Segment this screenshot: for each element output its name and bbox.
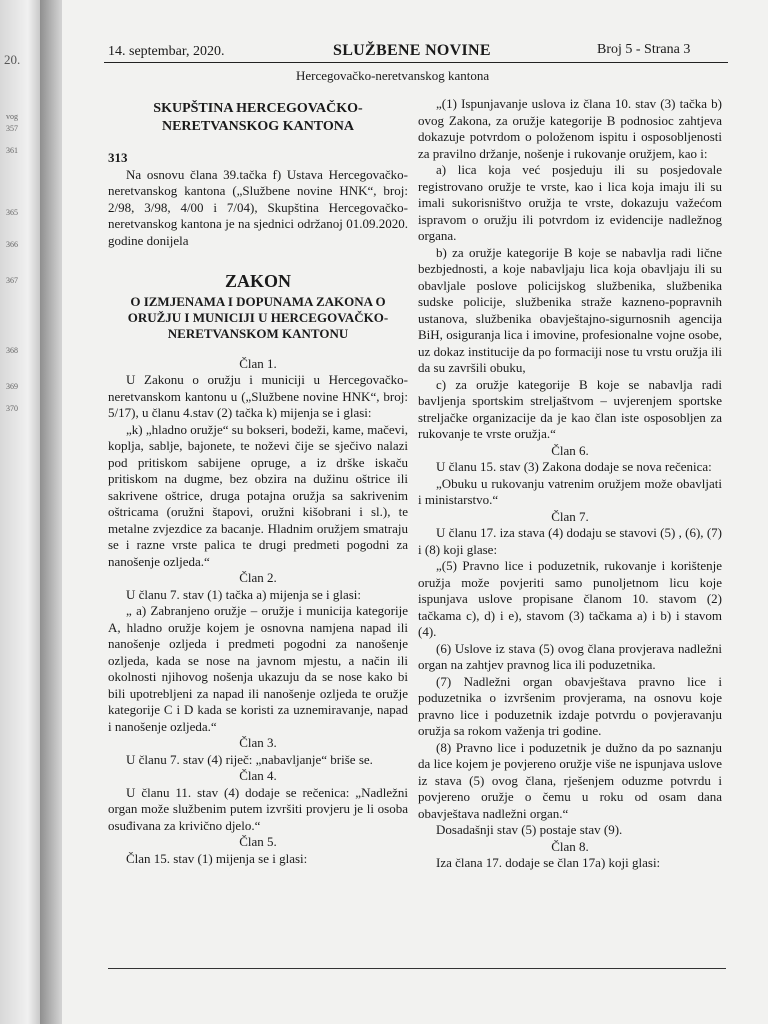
article-paragraph: U članu 15. stav (3) Zakona dodaje se nova rečenica: [436, 459, 712, 474]
header-title: SLUŽBENE NOVINE [333, 42, 491, 59]
header-date: 14. septembar, 2020. [108, 44, 225, 59]
article-7-title: Član 7. [551, 508, 589, 524]
article-paragraph: Član 15. stav (1) mijenja se i glasi: [126, 850, 308, 866]
margin-mark: vog [6, 112, 18, 121]
article-paragraph: „Obuku u rukovanju vatrenim oružjem može obavljati i ministarstvo.“ [418, 475, 722, 507]
margin-mark: 368 [6, 346, 18, 355]
header-issue: Broj 5 - Strana 3 [597, 42, 691, 57]
article-4-title: Član 4. [239, 768, 277, 783]
law-title: ZAKON [224, 271, 291, 291]
margin-mark: 370 [6, 404, 18, 413]
left-column [108, 100, 408, 867]
adjacent-page-number: 20. [4, 52, 21, 67]
article-paragraph: a) lica koja već posjeduju ili su posjedovale registrovano oružje te vrste, kao i lica koja imaju ili su imali sukorisništvo oružja te vrste, dokazuju važećom ispravom o oružju ili potvrdom iz evidencije nadležnog organa. [418, 162, 722, 243]
article-paragraph: (7) Nadležni organ obavještava pravno lice i poduzetnika o izvršenim provjerama, na osnovu koje pravno lice i poduzetnik izdaje potvrdu o povjeravanju oružja sa rokom važenja tri godine. [418, 673, 722, 738]
article-paragraph: U članu 11. stav (4) dodaje se rečenica: „Nadležni organ može službenim putem izvršiti provjeru je li osoba osuđivana za krivično djelo.“ [108, 784, 408, 833]
act-number: 313 [108, 150, 128, 165]
article-paragraph: b) za oružje kategorije B koje se nabavlja radi lične bezbjednosti, a koje nabavljaju lica koja obavljaju ili su obavljale poslove policijskog službenika, službenika sudske policije, službenika straže kazneno-popravnih ustanova, službenika obavještajno-sigurnosnih agencija BiH, osiguranja lica i imovine, profesionalne vojne osobe, uz dokaz institucije da po formaciji nose tu vrstu oružja ili da su završili obuku, [418, 244, 722, 375]
right-column [418, 96, 722, 872]
article-1-title: Član 1. [239, 355, 277, 371]
article-8-title: Član 8. [551, 838, 589, 854]
margin-mark: 366 [6, 240, 18, 249]
footer-rule [108, 968, 726, 969]
assembly-heading: SKUPŠTINA HERCEGOVAČKO-NERETVANSKOG KANTONA [153, 101, 363, 134]
article-5-title: Član 5. [239, 834, 277, 849]
margin-mark: 367 [6, 276, 18, 285]
article-3-title: Član 3. [239, 735, 277, 750]
article-2-title: Član 2. [239, 570, 277, 585]
article-paragraph: U Zakonu o oružju i municiji u Hercegovačko-neretvanskom kantonu u („Službene novine HNK“, broj: 5/17), u članu 4.stav (2) tačka k) mijenja se i glasi: [108, 372, 408, 420]
article-paragraph: U članu 7. stav (4) riječ: „nabavljanje“ briše se. [126, 751, 373, 767]
adjacent-page-edge [0, 0, 40, 1024]
article-paragraph: „(1) Ispunjavanje uslova iz člana 10. stav (3) tačka b) ovog Zakona, za oružje kategorije B podnosioc zahtjeva dokazuje potvrdom o položenom ispitu i osposobljenosti za pravilno držanje, nošenje i rukovanje oružjem, kao i: [418, 96, 722, 161]
article-6-title: Član 6. [551, 442, 589, 458]
margin-mark: 365 [6, 208, 18, 217]
article-paragraph: Dosadašnji stav (5) postaje stav (9). [436, 822, 623, 837]
margin-mark: 357 [6, 124, 18, 133]
margin-mark: 369 [6, 382, 18, 391]
margin-mark: 361 [6, 146, 18, 155]
article-paragraph: (8) Pravno lice i poduzetnik je dužno da po saznanju da lice kojem je povjereno oružje više ne ispunjava uslove iz stava (5) ovog člana, rješenjem oduzme potvrdu i povjereno oružje o čemu u roku od osam dana obavještava nadležni organ.“ [418, 739, 722, 821]
article-paragraph: U članu 17. iza stava (4) dodaju se stavovi (5) , (6), (7) i (8) koji glase: [418, 525, 722, 557]
law-subtitle: O IZMJENAMA I DOPUNAMA ZAKONA O ORUŽJU I MUNICIJI U HERCEGOVAČKO-NERETVANSKOM KANTONU [127, 293, 389, 341]
article-paragraph: U članu 7. stav (1) tačka a) mijenja se i glasi: [126, 586, 362, 602]
header-subtitle: Hercegovačko-neretvanskog kantona [296, 68, 490, 83]
header-rule [104, 62, 728, 63]
article-paragraph: „ a) Zabranjeno oružje – oružje i municija kategorije A, hladno oružje kojem je osnovna namjena napad ili nanošenje ozljeda i predmeti pogodni za nanošenje ozljeda, kada se nose na javnom mjestu, a način ili okolnosti njihovog nošenja ukazuju da se nose kako bi bili upotrebljeni za napad ili nanošenje ozljeda te oružje kategorije C i D kada se koristi za uznemiravanje, napad i nanošenje ozljeda.“ [108, 603, 408, 734]
article-paragraph: Iza člana 17. dodaje se član 17a) koji glasi: [436, 855, 661, 870]
intro-paragraph: Na osnovu člana 39.tačka f) Ustava Hercegovačko-neretvanskog kantona („Službene novine HNK“, broj: 2/98, 3/98, 4/00 i 7/04), Skupština Hercegovačko-neretvanskog kantona je na sjednici održanoj 01.09.2020. godine donijela [108, 166, 408, 248]
article-paragraph: (6) Uslove iz stava (5) ovog člana provjerava nadležni organ na zahtjev pravnog lica ili poduzetnika. [418, 640, 722, 672]
article-paragraph: c) za oružje kategorije B koje se nabavlja radi bavljenja sportskim streljaštvom – uvjerenjem sportske streljačke organizacije da je kao član iste osposobljen za rukovanje te vrste oružja.“ [418, 376, 722, 441]
article-paragraph: „k) „hladno oružje“ su bokseri, bodeži, kame, mačevi, koplja, sablje, bajonete, te noževi čije se sječivo nalazi pod pritiskom sabijene opruge, a iz drške iskaču pritiskom na dugme, bez obzira na dužinu oštrice ili sakrivene oštrice, druga potajna oružja sa sakrivenim oštricama (oružni štapovi, oružni kišobrani i sl.), te metalne zvjezdice za bacanje. Hladnim oružjem smatraju se i razne vrste palica te drugi predmeti pogodni za nanošenje ozljeda.“ [108, 421, 408, 569]
article-paragraph: „(5) Pravno lice i poduzetnik, rukovanje i korištenje oružja može povjeriti samo punoljetnom licu koje ispunjava uslove propisane članom 10. stavom (2) tačkama c), d) i e), stavom (3) tačkama a) i b) i stavom (4). [418, 558, 722, 639]
